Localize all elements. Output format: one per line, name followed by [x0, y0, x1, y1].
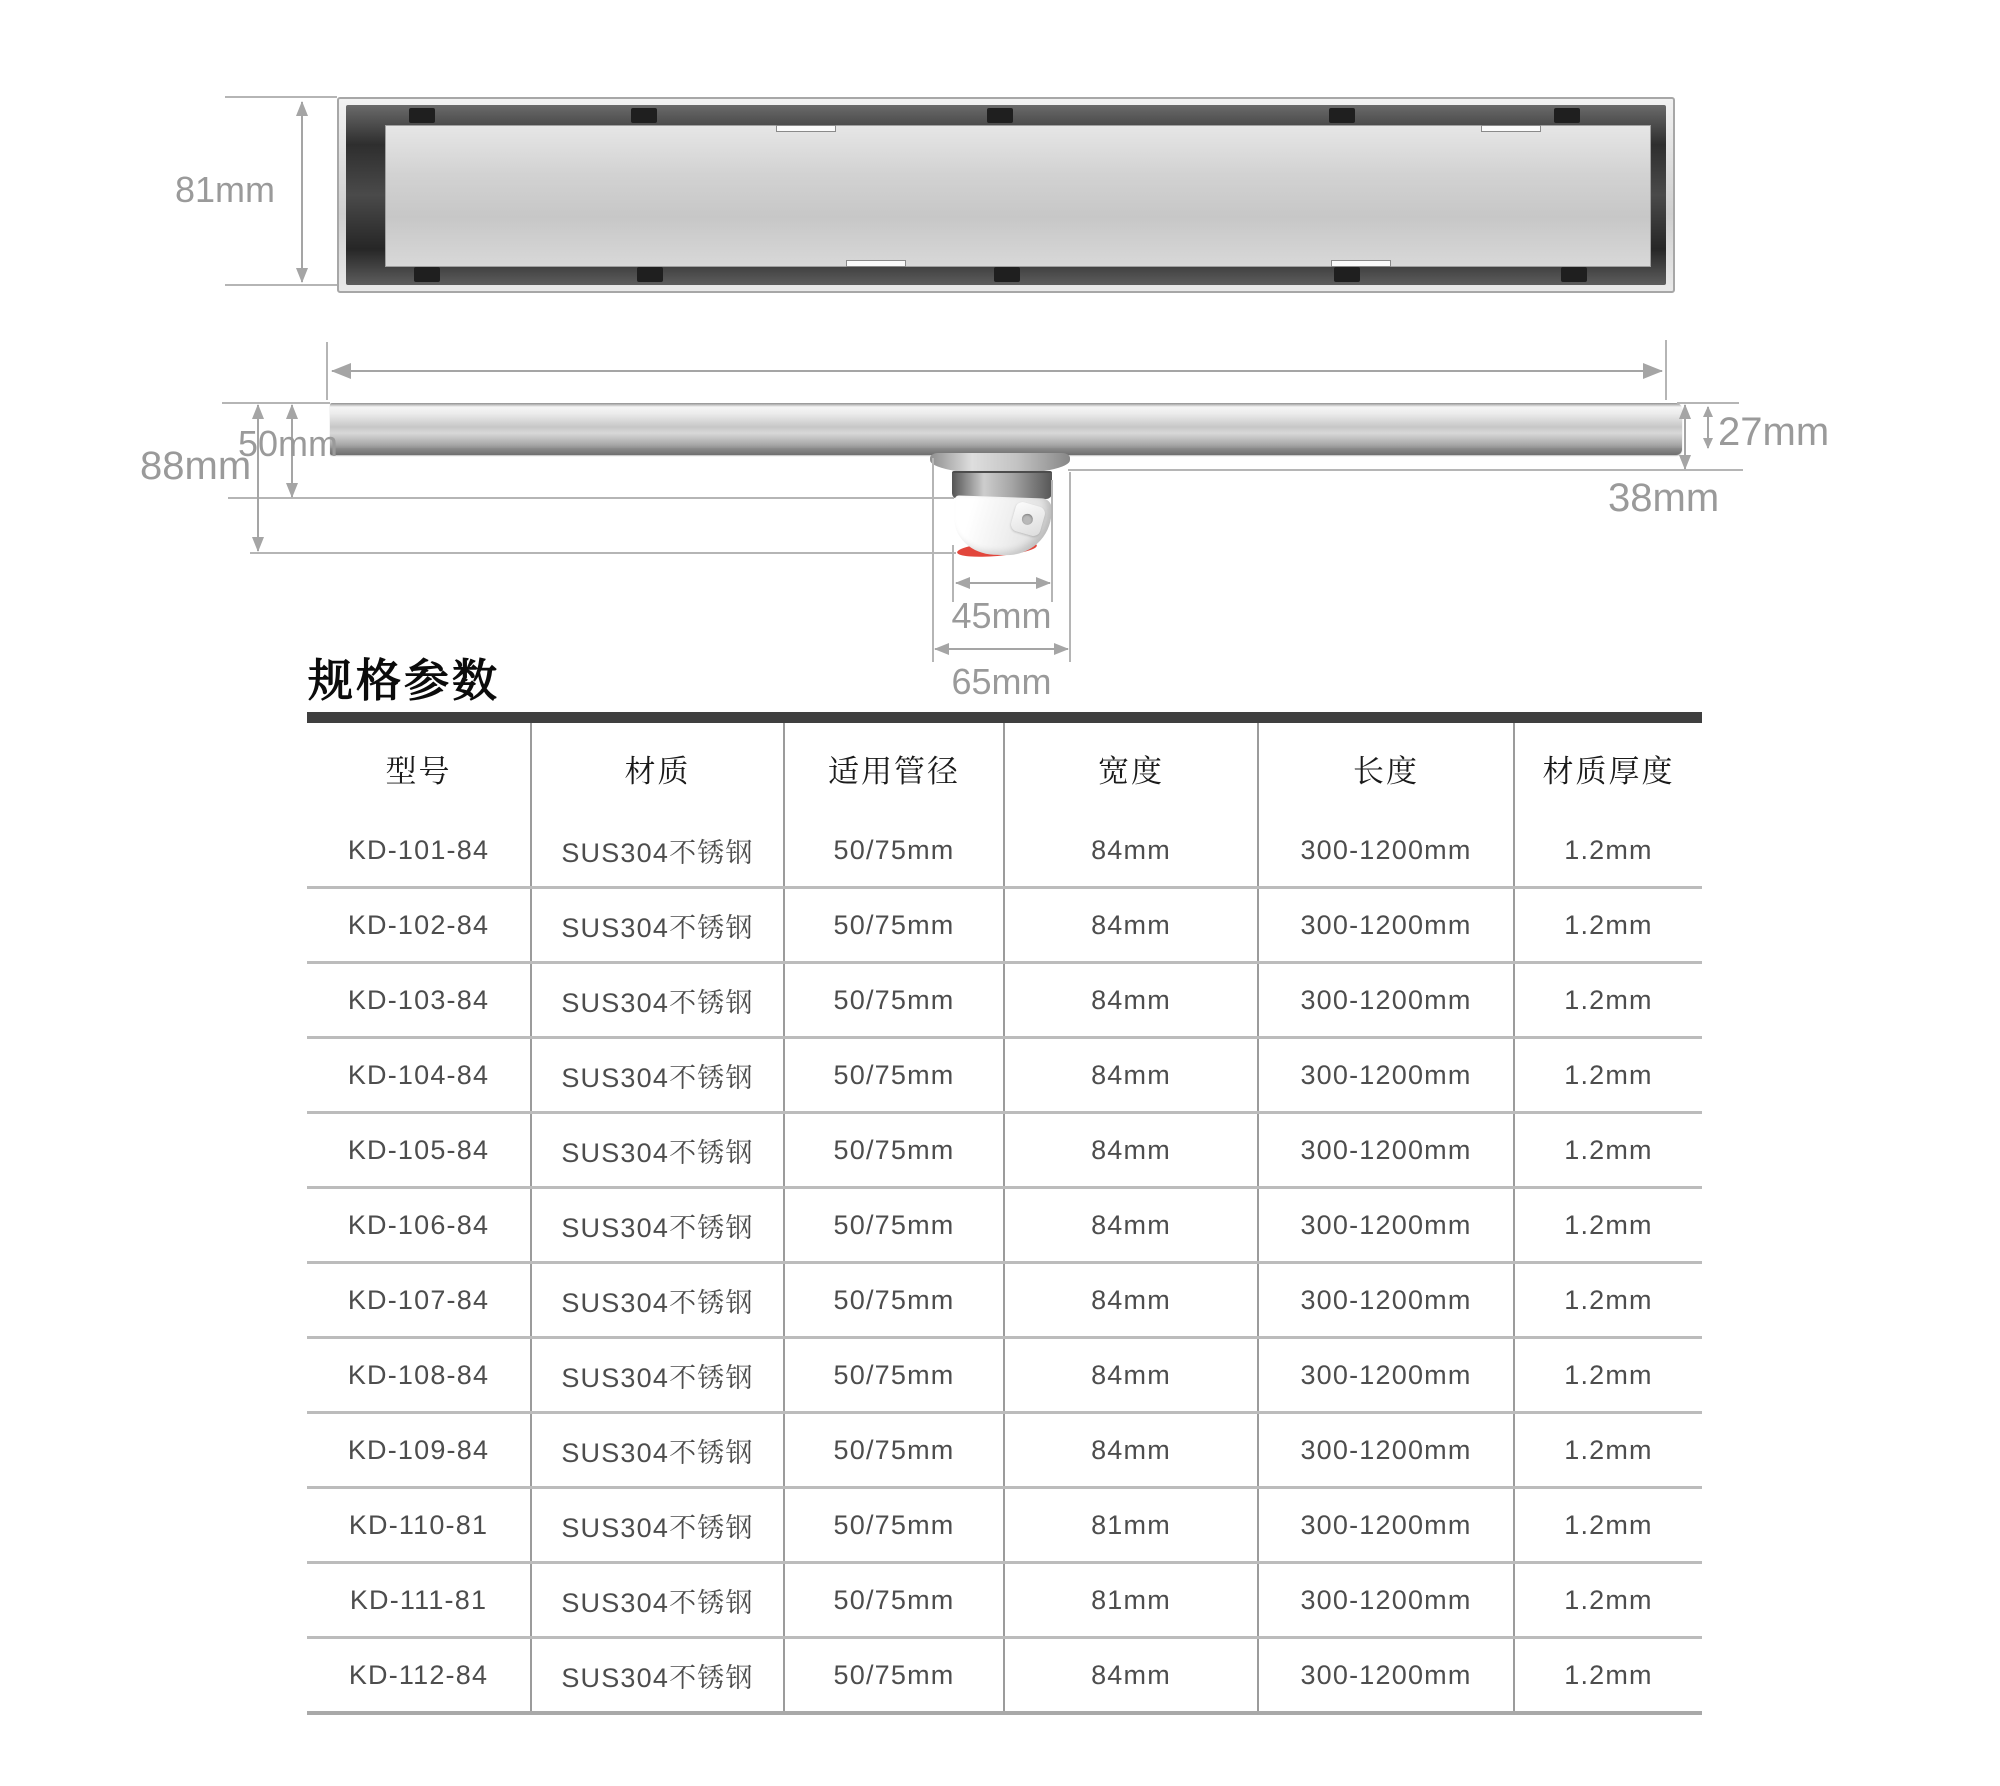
- dim-65-label: 65mm: [951, 661, 1052, 702]
- cell-pipe-diameter: 50/75mm: [785, 1414, 1005, 1486]
- cell-width: 84mm: [1005, 964, 1259, 1036]
- cell-model: KD-105-84: [307, 1114, 532, 1186]
- cell-thickness: 1.2mm: [1564, 1284, 1653, 1315]
- cell-thickness: 1.2mm: [1564, 1434, 1653, 1465]
- cell-pipe-diameter: 50/75mm: [785, 1189, 1005, 1261]
- table-row: [307, 1039, 1702, 1114]
- cell-material: SUS304不锈钢: [532, 1639, 785, 1711]
- table-row: [307, 1489, 1702, 1564]
- dim-27-label: 27mm: [1718, 410, 1830, 454]
- cell-length: 300-1200mm: [1259, 1339, 1515, 1411]
- cell-length: 300-1200mm: [1259, 1639, 1515, 1711]
- dim-38-arrow: [1684, 405, 1686, 469]
- column-header-model: 型号: [307, 723, 532, 814]
- cell-pipe-diameter: 50/75mm: [785, 1564, 1005, 1636]
- table-row: [307, 964, 1702, 1039]
- dim-length-arrow: [332, 370, 1662, 372]
- cell-length: 300-1200mm: [1259, 1564, 1515, 1636]
- cell-pipe-diameter: 50/75mm: [785, 1039, 1005, 1111]
- cell-length: 300-1200mm: [1259, 814, 1515, 886]
- cell-width: 81mm: [1005, 1564, 1259, 1636]
- cell-material: SUS304不锈钢: [532, 964, 785, 1036]
- cell-material: SUS304不锈钢: [532, 889, 785, 961]
- cell-material: SUS304不锈钢: [532, 1114, 785, 1186]
- cell-pipe-diameter: 50/75mm: [785, 1339, 1005, 1411]
- cell-pipe-diameter: 50/75mm: [785, 814, 1005, 886]
- panel-slot: [846, 260, 906, 267]
- dim-88-label: 88mm: [140, 444, 252, 488]
- cell-thickness: 1.2mm: [1564, 1059, 1653, 1090]
- table-row: [307, 814, 1702, 889]
- cell-thickness: 1.2mm: [1564, 1134, 1653, 1165]
- cell-material: SUS304不锈钢: [532, 1414, 785, 1486]
- cell-material: SUS304不锈钢: [532, 1039, 785, 1111]
- cell-model: KD-103-84: [307, 964, 532, 1036]
- dim-38-label: 38mm: [1608, 476, 1720, 520]
- column-header-length: 长度: [1259, 723, 1515, 814]
- dim-27-arrow: [1707, 407, 1709, 448]
- dim-81-arrow: [301, 102, 303, 282]
- table-row: [307, 1639, 1702, 1715]
- cell-width: 84mm: [1005, 1414, 1259, 1486]
- cell-pipe-diameter: 50/75mm: [785, 1264, 1005, 1336]
- cell-pipe-diameter: 50/75mm: [785, 1489, 1005, 1561]
- cell-model: KD-106-84: [307, 1189, 532, 1261]
- mounting-clip: [1554, 108, 1580, 123]
- cell-length: 300-1200mm: [1259, 1189, 1515, 1261]
- dim-45-ext-left: [952, 545, 954, 602]
- cell-length: 300-1200mm: [1259, 1264, 1515, 1336]
- cell-width: 84mm: [1005, 1264, 1259, 1336]
- dim-45-arrow: [956, 582, 1050, 584]
- mounting-clip: [631, 108, 657, 123]
- dim-ref-bar-top-left: [222, 402, 330, 404]
- dim-81-tick-bottom: [225, 284, 337, 286]
- cell-material: SUS304不锈钢: [532, 1339, 785, 1411]
- cell-width: 84mm: [1005, 814, 1259, 886]
- cell-pipe-diameter: 50/75mm: [785, 1114, 1005, 1186]
- cell-length: 300-1200mm: [1259, 889, 1515, 961]
- cell-model: KD-104-84: [307, 1039, 532, 1111]
- cell-material: SUS304不锈钢: [532, 1489, 785, 1561]
- cell-model: KD-108-84: [307, 1339, 532, 1411]
- cell-model: KD-107-84: [307, 1264, 532, 1336]
- dim-45-label: 45mm: [951, 595, 1052, 636]
- mounting-clip: [637, 267, 663, 282]
- table-row: [307, 1264, 1702, 1339]
- dim-ref-50: [228, 497, 954, 499]
- cell-width: 84mm: [1005, 1189, 1259, 1261]
- dim-45-ext-right: [1051, 480, 1053, 602]
- table-row: [307, 1339, 1702, 1414]
- cell-width: 84mm: [1005, 889, 1259, 961]
- cell-material: SUS304不锈钢: [532, 814, 785, 886]
- spec-table: [307, 712, 1702, 1715]
- dim-65-arrow: [935, 648, 1068, 650]
- cell-model: KD-102-84: [307, 889, 532, 961]
- mounting-clip: [994, 267, 1020, 282]
- mounting-clip: [414, 267, 440, 282]
- mounting-clip: [987, 108, 1013, 123]
- cell-thickness: 1.2mm: [1564, 984, 1653, 1015]
- section-title: 规格参数: [308, 655, 501, 706]
- spec-table-body: [307, 814, 1702, 1715]
- dim-50-label: 50mm: [238, 423, 339, 464]
- cell-length: 300-1200mm: [1259, 1039, 1515, 1111]
- cell-material: SUS304不锈钢: [532, 1564, 785, 1636]
- cell-model: KD-109-84: [307, 1414, 532, 1486]
- cell-pipe-diameter: 50/75mm: [785, 1639, 1005, 1711]
- table-row: [307, 1414, 1702, 1489]
- cell-length: 300-1200mm: [1259, 964, 1515, 1036]
- spec-table-header-row: [307, 723, 1702, 814]
- cell-length: 300-1200mm: [1259, 1489, 1515, 1561]
- drain-top-view-photo: [337, 97, 1675, 293]
- cell-length: 300-1200mm: [1259, 1414, 1515, 1486]
- drain-side-view: [330, 403, 1682, 455]
- cell-length: 300-1200mm: [1259, 1114, 1515, 1186]
- dim-ref-88: [250, 552, 956, 554]
- panel-slot: [1331, 260, 1391, 267]
- dim-65-ext-left: [932, 458, 934, 662]
- cell-thickness: 1.2mm: [1564, 1359, 1653, 1390]
- cell-pipe-diameter: 50/75mm: [785, 889, 1005, 961]
- mounting-clip: [1329, 108, 1355, 123]
- table-row: [307, 889, 1702, 964]
- cell-width: 84mm: [1005, 1039, 1259, 1111]
- cell-thickness: 1.2mm: [1564, 1509, 1653, 1540]
- cell-pipe-diameter: 50/75mm: [785, 964, 1005, 1036]
- mounting-clip: [1334, 267, 1360, 282]
- dim-length-ext-left: [326, 342, 328, 400]
- cell-thickness: 1.2mm: [1564, 1209, 1653, 1240]
- dim-81-label: 81mm: [174, 169, 276, 210]
- panel-slot: [1481, 125, 1541, 132]
- cell-model: KD-112-84: [307, 1639, 532, 1711]
- column-header-width: 宽度: [1005, 723, 1259, 814]
- cell-model: KD-111-81: [307, 1564, 532, 1636]
- cell-model: KD-101-84: [307, 814, 532, 886]
- mounting-clip: [1561, 267, 1587, 282]
- drain-cover-panel: [385, 125, 1651, 267]
- column-header-thickness: 材质厚度: [1542, 754, 1675, 789]
- dim-ref-38: [1068, 469, 1743, 471]
- cell-width: 84mm: [1005, 1114, 1259, 1186]
- table-row: [307, 1114, 1702, 1189]
- mounting-clip: [409, 108, 435, 123]
- cell-width: 84mm: [1005, 1639, 1259, 1711]
- cell-thickness: 1.2mm: [1564, 834, 1653, 865]
- column-header-pipe-diameter: 适用管径: [785, 723, 1005, 814]
- cell-width: 81mm: [1005, 1489, 1259, 1561]
- cell-thickness: 1.2mm: [1564, 1584, 1653, 1615]
- dim-81-tick-top: [225, 96, 337, 98]
- cell-thickness: 1.2mm: [1564, 909, 1653, 940]
- panel-slot: [776, 125, 836, 132]
- cell-thickness: 1.2mm: [1564, 1659, 1653, 1690]
- cell-material: SUS304不锈钢: [532, 1189, 785, 1261]
- spec-table-top-bar: [307, 712, 1702, 723]
- column-header-material: 材质: [532, 723, 785, 814]
- cell-model: KD-110-81: [307, 1489, 532, 1561]
- table-row: [307, 1189, 1702, 1264]
- dim-length-ext-right: [1665, 340, 1667, 400]
- cell-width: 84mm: [1005, 1339, 1259, 1411]
- table-row: [307, 1564, 1702, 1639]
- cell-material: SUS304不锈钢: [532, 1264, 785, 1336]
- dim-65-ext-right: [1069, 472, 1071, 662]
